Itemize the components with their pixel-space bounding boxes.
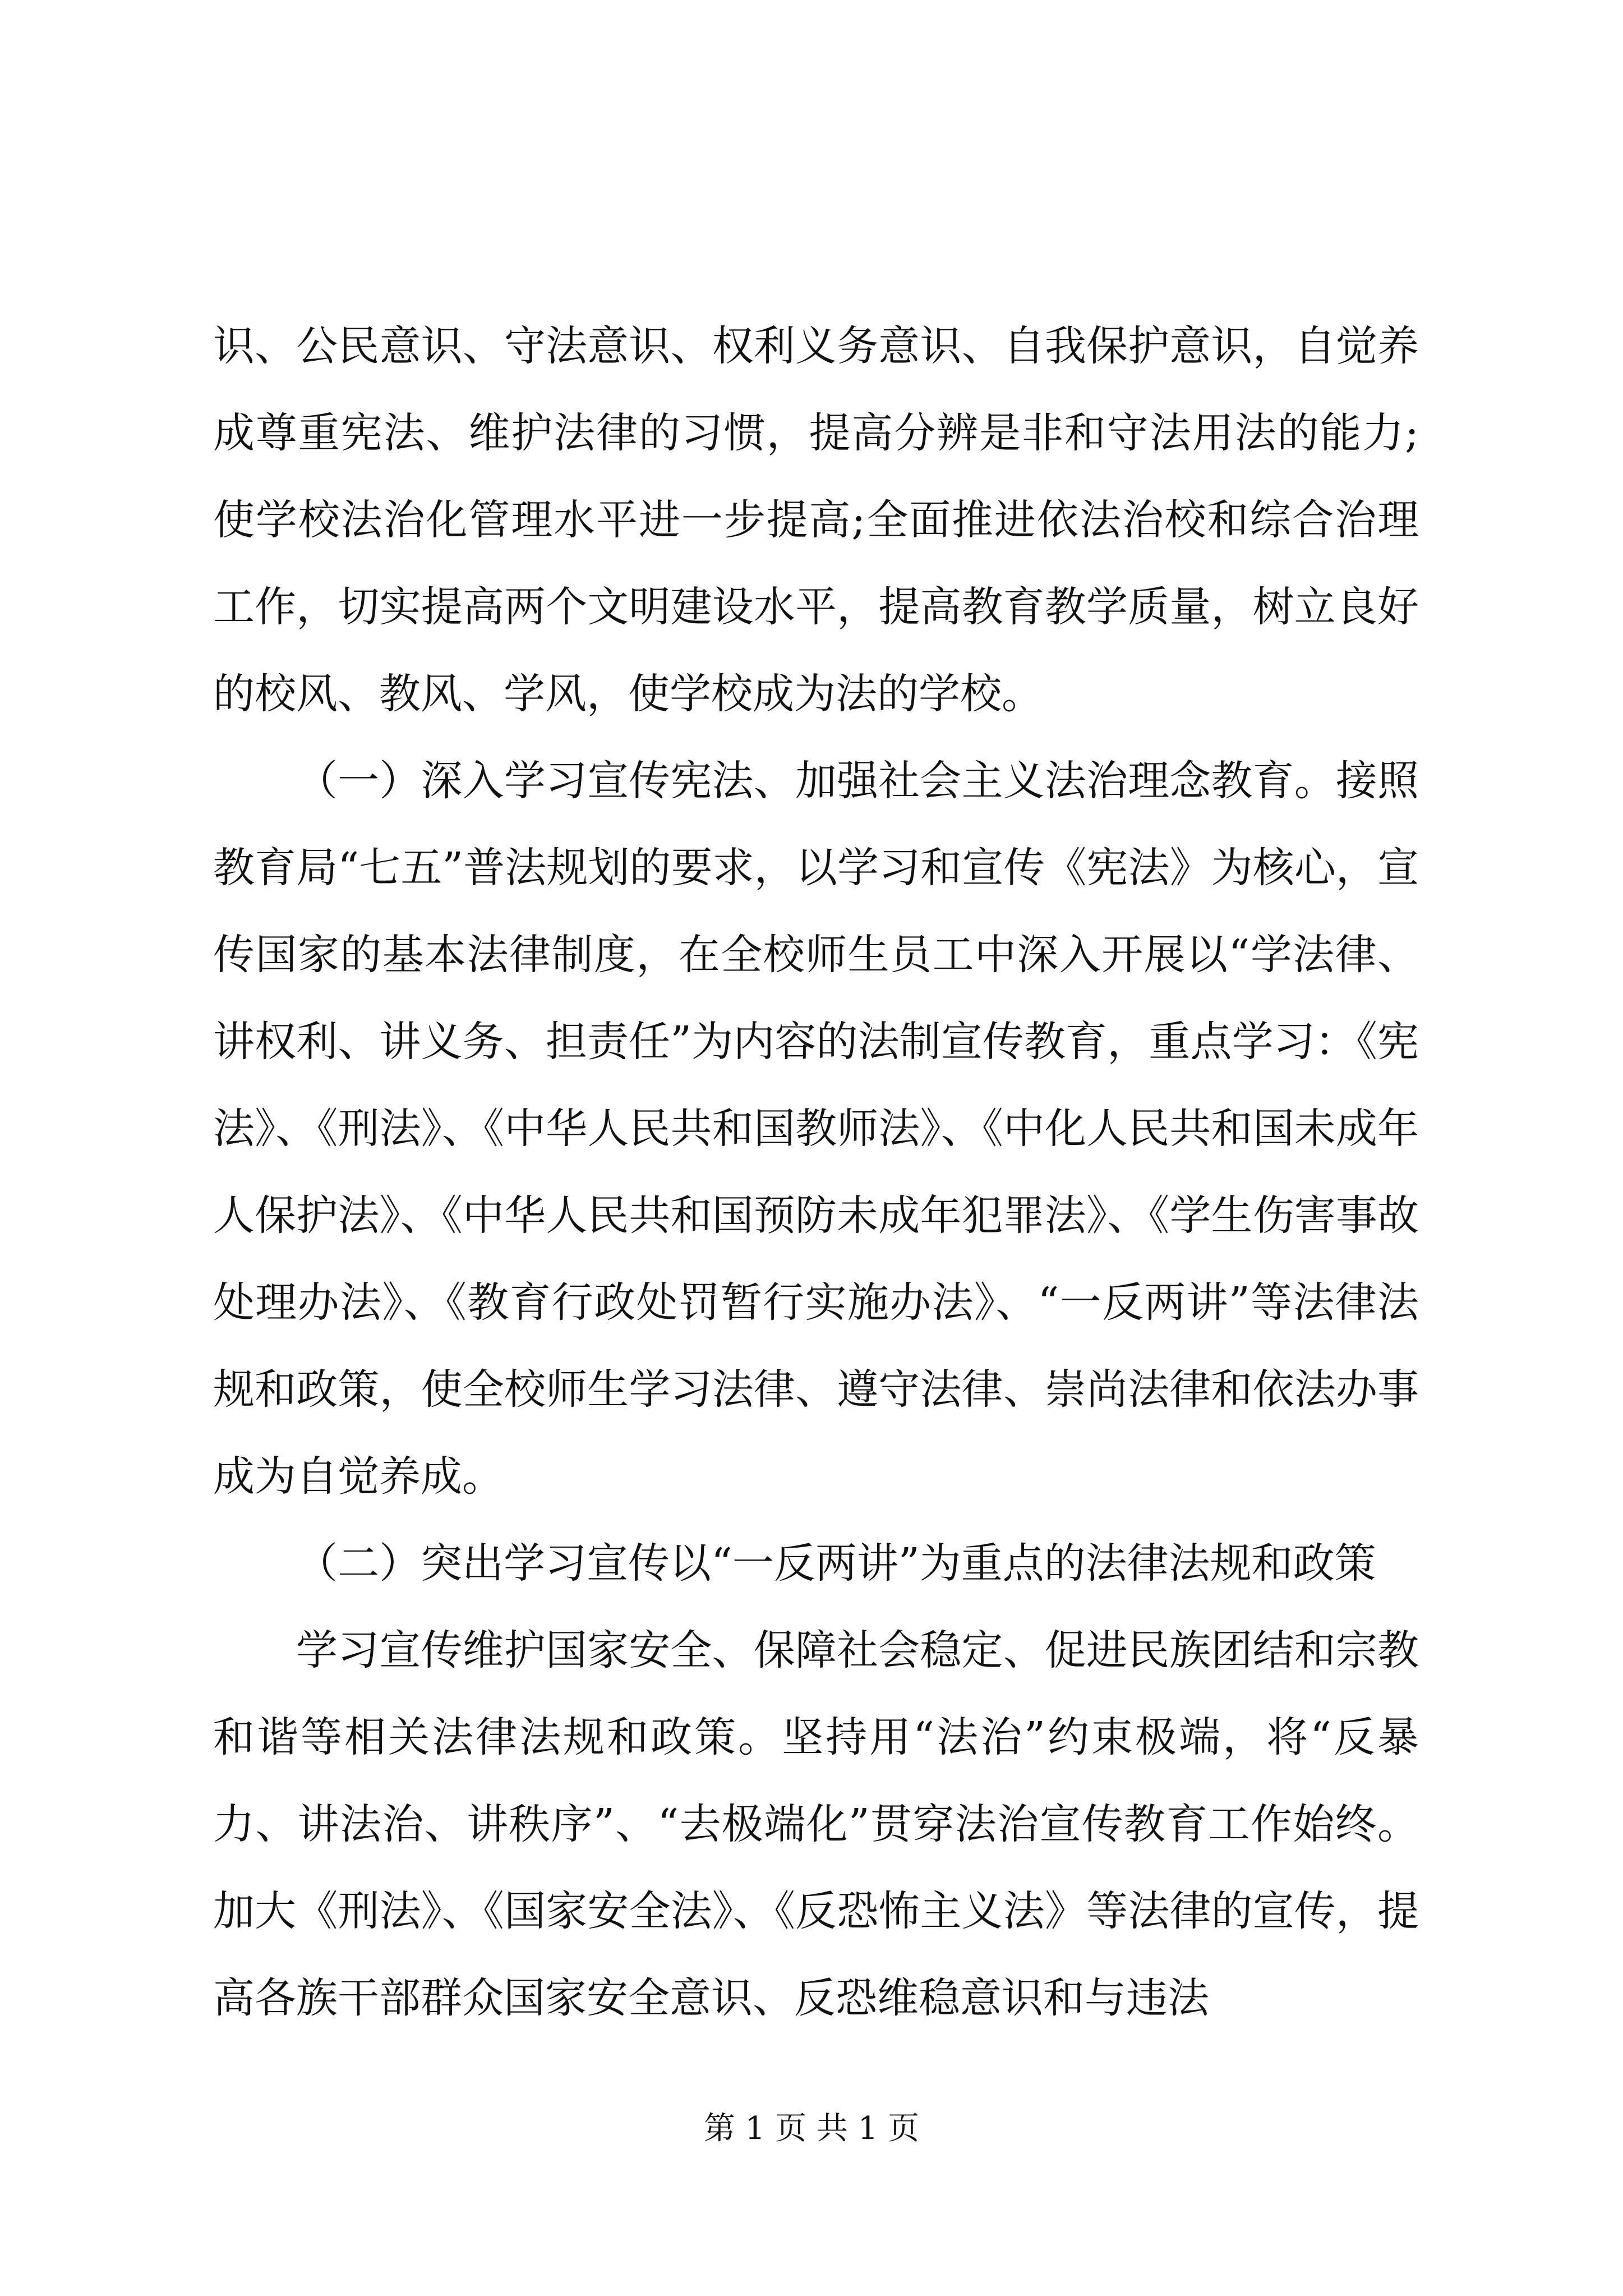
paragraph-3: （二）突出学习宣传以“一反两讲”为重点的法律法规和政策 (296, 1539, 1376, 1588)
paragraph-4: 学习宣传维护国家安全、保障社会稳定、促进民族团结和宗教和谐等相关法律法规和政策。坚持用“法治”约束极端，将“反暴力、讲法治、讲秩序”、“去极端化”贯穿法治宣传教育工作始终。加大《刑法》、《国家安全法》、《反恐怖主义法》等法律的宣传，提高各族干部群众国家安全意识、反恐维稳意识和与违法 (213, 1626, 1419, 2022)
paragraph-1: 识、公民意识、守法意识、权利义务意识、自我保护意识，自觉养成尊重宪法、维护法律的习惯，提高分辨是非和守法用法的能力;使学校法治化管理水平进一步提高;全面推进依法治校和综合治理工作，切实提高两个文明建设水平，提高教育教学质量，树立良好的校风、教风、学风，使学校成为法的学校。 (213, 322, 1419, 718)
paragraph-2: （一）深入学习宣传宪法、加强社会主义法治理念教育。接照教育局“七五”普法规划的要求，以学习和宣传《宪法》为核心，宣传国家的基本法律制度，在全校师生员工中深入开展以“学法律、讲权利、讲义务、担责任”为内容的法制宣传教育，重点学习：《宪法》、《刑法》、《中华人民共和国教师法》、《中化人民共和国未成年人保护法》、《中华人民共和国预防未成年犯罪法》、《学生伤害事故处理办法》、《教育行政处罚暂行实施办法》、“一反两讲”等法律法规和政策，使全校师生学习法律、遵守法律、崇尚法律和依法办事成为自觉养成。 (213, 757, 1419, 1501)
document-body (213, 303, 1419, 2042)
page-footer: 第 1 页 共 1 页 (703, 2110, 920, 2147)
